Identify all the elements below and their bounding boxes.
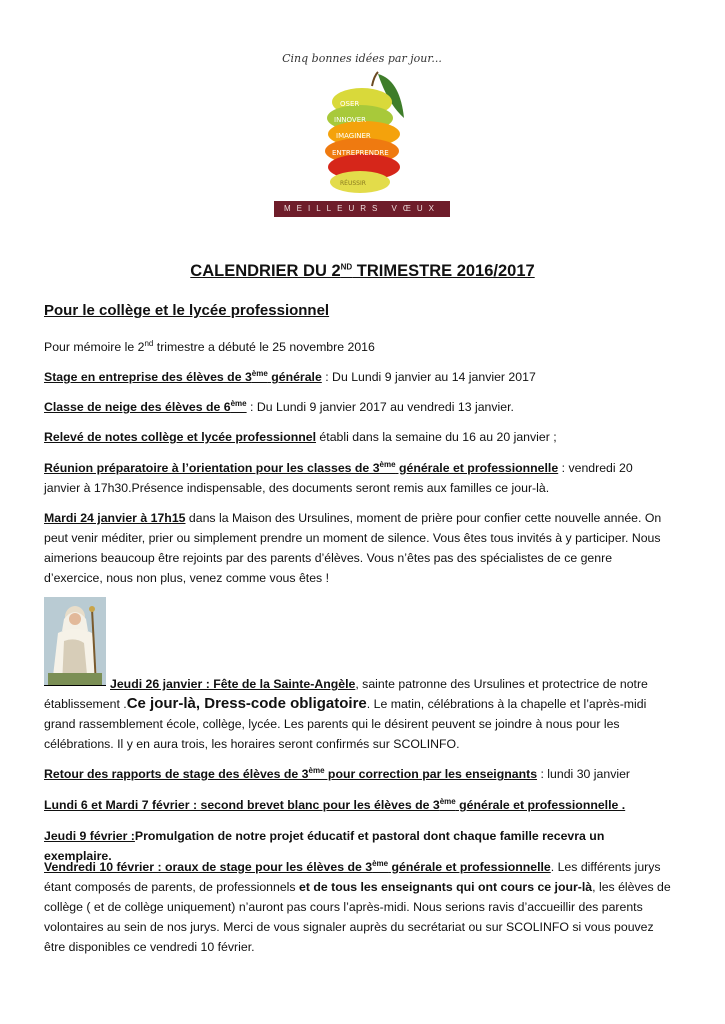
paragraph-snow-class: Classe de neige des élèves de 6ème : Du Lundi 9 janvier 2017 au vendredi 13 janvier. <box>44 398 514 414</box>
logo-word-5: RÉUSSIR <box>340 180 366 187</box>
logo-banner: MEILLEURS VŒUX <box>274 201 450 217</box>
paragraph-internship-reports: Retour des rapports de stage des élèves de 3ème pour correction par les enseignants : lundi 30 janvier <box>44 765 631 781</box>
logo-word-4: ENTREPRENDRE <box>332 149 389 157</box>
saint-angele-image <box>44 597 106 686</box>
paragraph-grades-report: Relevé de notes collège et lycée professionnel établi dans la semaine du 16 au 20 janvier ; <box>44 430 557 444</box>
paragraph-prayer-moment: Mardi 24 janvier à 17h15 dans la Maison des Ursulines, moment de prière pour confier cette nouvelle année. On peut venir méditer, prier ou simplement prendre un moment de silence. Vous êtes tous invités à y participer. Nous aimerions beaucoup être rejoints par des parents d’élèves. Vous n’êtes pas des spécialistes de ce genre d’exercice, nous non plus, venez comme vous êtes ! <box>44 511 662 585</box>
logo-word-2: INNOVER <box>334 116 366 124</box>
logo <box>272 52 452 218</box>
fruit-logo-icon <box>312 68 412 200</box>
paragraph-educational-project: Jeudi 9 février :Promulgation de notre projet éducatif et pastoral dont chaque famille recevra un exemplaire. <box>44 829 605 863</box>
saint-figure-icon <box>44 597 106 685</box>
paragraph-trimester-start: Pour mémoire le 2nd trimestre a débuté le 25 novembre 2016 <box>44 338 375 354</box>
logo-word-3: IMAGINER <box>336 132 371 140</box>
logo-word-1: OSER <box>340 100 360 108</box>
paragraph-orientation-meeting: Réunion préparatoire à l’orientation pour les classes de 3ème générale et professionnelle : vendredi 20 janvier à 17h30.Présence indispensable, des documents seront remis aux familles ce jour-là. <box>44 459 633 495</box>
logo-caption: Cinq bonnes idées par jour... <box>282 52 442 65</box>
paragraph-sainte-angele: Jeudi 26 janvier : Fête de la Sainte-Angèle, sainte patronne des Ursulines et protectrice de notre établissement .Ce jour-là, Dress-code obligatoire. Le matin, célébrations à la chapelle et l’après-midi grand rassemblement école, collège, lycée. Les parents qui le désirent peuvent se joindre à nous pour les célébrations. Il y en aura trois, les horaires seront confirmés sur SCOLINFO. <box>44 677 648 751</box>
page-title: CALENDRIER DU 2ND TRIMESTRE 2016/2017 <box>190 262 535 280</box>
paragraph-mock-exam: Lundi 6 et Mardi 7 février : second brevet blanc pour les élèves de 3ème générale et professionnelle . <box>44 796 626 812</box>
paragraph-internship: Stage en entreprise des élèves de 3ème générale : Du Lundi 9 janvier au 14 janvier 2017 <box>44 368 536 384</box>
section-subtitle: Pour le collège et le lycée professionnel <box>44 302 330 319</box>
paragraph-oral-exams: Vendredi 10 février : oraux de stage pour les élèves de 3ème générale et professionnelle. Les différents jurys étant composés de parents, de professionnels et de tous les enseignants qui ont cours ce jour-là, les élèves de collège ( et de collège uniquement) n’auront pas cours l’après-midi. Nous serions ravis d’accueillir des parents volontaires au sein de nos jurys. Merci de vous signaler auprès du secrétariat ou sur SCOLINFO si vous pouvez être disponibles ce vendredi 10 février. <box>44 858 671 954</box>
